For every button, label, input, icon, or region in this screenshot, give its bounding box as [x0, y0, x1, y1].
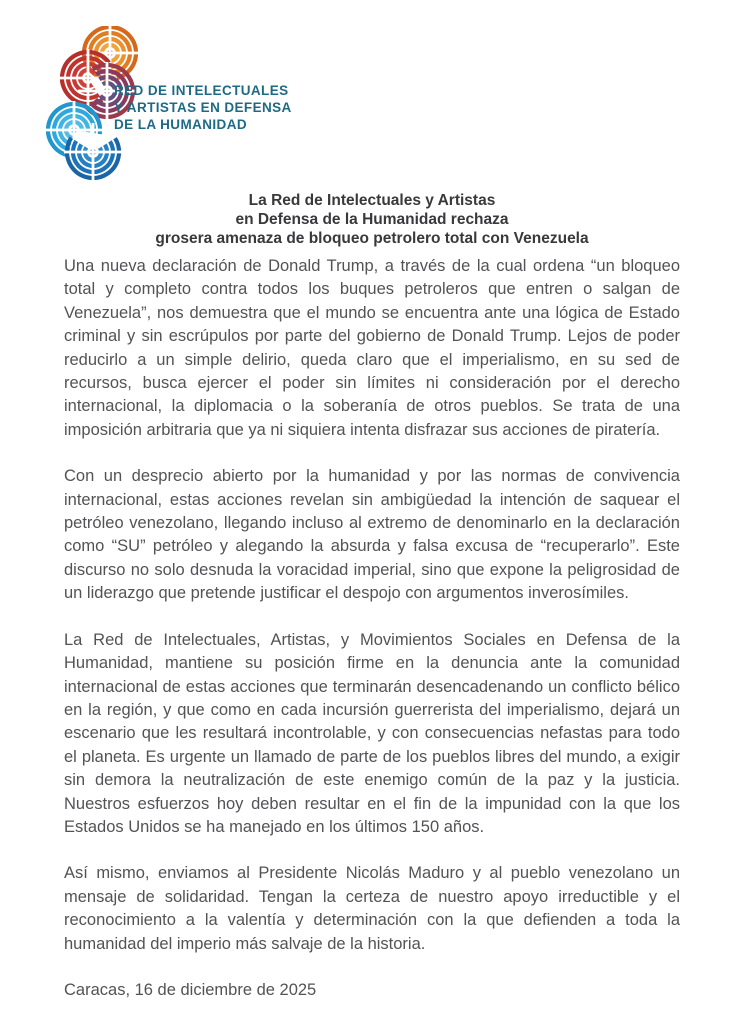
- paragraph: Así mismo, enviamos al Presidente Nicolás Maduro y al pueblo venezolano un mensaje de solidaridad. Tengan la certeza de nuestro apoyo irreductible y el reconocimiento a la valentía y determinación con la que defienden a toda la humanidad del imperio más salvaje de la historia.: [64, 864, 680, 953]
- statement-title: [0, 191, 744, 248]
- statement-title-line: en Defensa de la Humanidad rechaza: [235, 211, 509, 228]
- paragraph: Con un desprecio abierto por la humanidad y por las normas de convivencia internacional, estas acciones revelan sin ambigüedad la intención de saquear el petróleo venezolano, llegando incluso al extremo de denominarlo en la declaración como “SU” petróleo y alegando la absurda y falsa excusa de “recuperarlo”. Este discurso no solo desnuda la voracidad imperial, sino que expone la peligrosidad de un liderazgo que pretende justificar el despojo con argumentos inverosímiles.: [64, 467, 680, 603]
- statement-title-line: grosera amenaza de bloqueo petrolero total con Venezuela: [155, 230, 589, 247]
- paragraph: La Red de Intelectuales, Artistas, y Movimientos Sociales en Defensa de la Humanidad, mantiene su posición firme en la denuncia ante la comunidad internacional de estas acciones que terminarán desencadenando un conflicto bélico en la región, y que como en cada incursión guerrerista del imperialismo, dejará un escenario que les resultará incontrolable, y con consecuencias nefastas para todo el planeta. Es urgente un llamado de parte de los pueblos libres del mundo, a exigir sin demora la neutralización de este enemigo común de la paz y la justicia. Nuestros esfuerzos hoy deben resultar en el fin de la impunidad con la que los Estados Unidos se ha manejado en los últimos 150 años.: [64, 630, 680, 836]
- logo-wordmark-line: RED DE INTELECTUALES: [114, 83, 289, 98]
- logo-wordmark-line: DE LA HUMANIDAD: [114, 117, 247, 132]
- statement-title-line: La Red de Intelectuales y Artistas: [248, 192, 496, 209]
- logo-wordmark: [114, 82, 292, 133]
- paragraph: Una nueva declaración de Donald Trump, a través de la cual ordena “un bloqueo total y completo contra todos los buques petroleros que entren o salgan de Venezuela”, nos demuestra que el mundo se encuentra ante una lógica de Estado criminal y sin escrúpulos por parte del gobierno de Donald Trump. Lejos de poder reducirlo a un simple delirio, queda claro que el imperialismo, en su sed de recursos, busca ejercer el poder sin límites ni consideración por el derecho internacional, la diplomacia o la soberanía de otros pueblos. Se trata de una imposición arbitraria que ya ni siquiera intenta disfrazar sus acciones de piratería.: [64, 257, 680, 439]
- statement-body: [64, 255, 680, 1024]
- dateline: Caracas, 16 de diciembre de 2025: [64, 980, 317, 999]
- logo-wordmark-line: Y ARTISTAS EN DEFENSA: [114, 100, 292, 115]
